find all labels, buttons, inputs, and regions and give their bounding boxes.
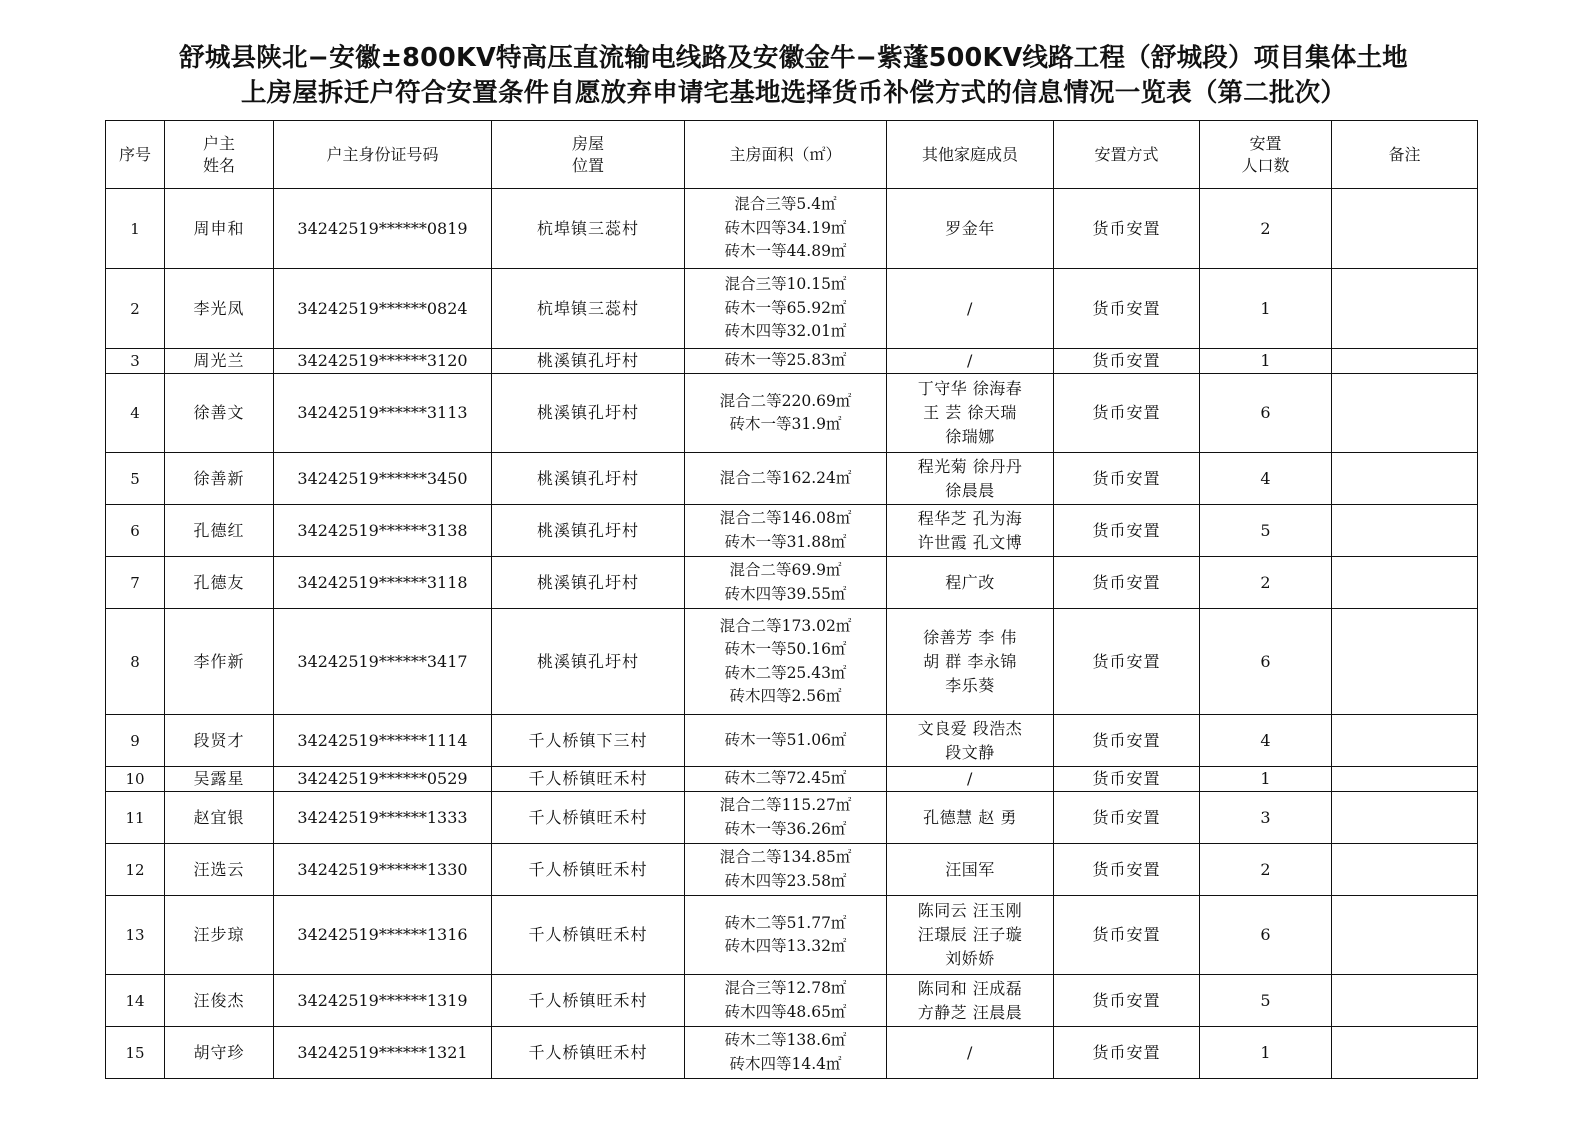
cell-area: 混合二等69.9㎡ 砖木四等39.55㎡ [685,557,887,609]
cell-id-number: 34242519******0819 [274,189,492,269]
cell-location: 杭埠镇三蕊村 [492,269,685,349]
cell-population: 5 [1200,505,1332,557]
cell-area: 混合二等134.85㎡ 砖木四等23.58㎡ [685,844,887,896]
cell-resettlement-mode: 货币安置 [1054,453,1200,505]
cell-family-members: 程华芝 孔为海 许世霞 孔文博 [887,505,1054,557]
cell-population: 1 [1200,349,1332,374]
cell-resettlement-mode: 货币安置 [1054,896,1200,975]
cell-id-number: 34242519******1319 [274,975,492,1027]
cell-resettlement-mode: 货币安置 [1054,767,1200,792]
cell-id-number: 34242519******0824 [274,269,492,349]
cell-location: 千人桥镇旺禾村 [492,1027,685,1079]
cell-family-members: 程光菊 徐丹丹 徐晨晨 [887,453,1054,505]
table-header-row [106,121,1478,189]
cell-seq: 7 [106,557,165,609]
table-row [106,557,1478,609]
cell-family-members: 徐善芳 李 伟 胡 群 李永锦 李乐葵 [887,609,1054,715]
cell-seq: 11 [106,792,165,844]
cell-family-members: 汪国军 [887,844,1054,896]
cell-location: 桃溪镇孔圩村 [492,557,685,609]
cell-remark [1332,715,1478,767]
cell-remark [1332,349,1478,374]
cell-remark [1332,896,1478,975]
cell-area: 混合二等162.24㎡ [685,453,887,505]
cell-location: 千人桥镇旺禾村 [492,975,685,1027]
cell-seq: 6 [106,505,165,557]
cell-population: 3 [1200,792,1332,844]
cell-location: 桃溪镇孔圩村 [492,374,685,453]
cell-population: 4 [1200,715,1332,767]
cell-resettlement-mode: 货币安置 [1054,792,1200,844]
cell-owner-name: 李作新 [165,609,274,715]
cell-remark [1332,374,1478,453]
cell-owner-name: 孔德友 [165,557,274,609]
cell-id-number: 34242519******3417 [274,609,492,715]
cell-family-members: / [887,349,1054,374]
cell-family-members: / [887,767,1054,792]
header-resettlement-mode: 安置方式 [1054,121,1200,189]
cell-area: 混合三等5.4㎡ 砖木四等34.19㎡ 砖木一等44.89㎡ [685,189,887,269]
cell-location: 千人桥镇旺禾村 [492,896,685,975]
header-owner-name: 户主 姓名 [165,121,274,189]
cell-population: 1 [1200,1027,1332,1079]
cell-resettlement-mode: 货币安置 [1054,975,1200,1027]
cell-id-number: 34242519******3138 [274,505,492,557]
table-row [106,896,1478,975]
cell-resettlement-mode: 货币安置 [1054,189,1200,269]
cell-area: 混合二等173.02㎡ 砖木一等50.16㎡ 砖木二等25.43㎡ 砖木四等2.56㎡ [685,609,887,715]
cell-resettlement-mode: 货币安置 [1054,715,1200,767]
cell-area: 混合二等220.69㎡ 砖木一等31.9㎡ [685,374,887,453]
table-row [106,609,1478,715]
cell-seq: 3 [106,349,165,374]
cell-owner-name: 胡守珍 [165,1027,274,1079]
cell-resettlement-mode: 货币安置 [1054,844,1200,896]
cell-id-number: 34242519******3113 [274,374,492,453]
cell-family-members: 陈同和 汪成磊 方静芝 汪晨晨 [887,975,1054,1027]
table-row [106,767,1478,792]
cell-area: 砖木二等72.45㎡ [685,767,887,792]
header-id-number: 户主身份证号码 [274,121,492,189]
table-row [106,792,1478,844]
cell-seq: 2 [106,269,165,349]
header-remark: 备注 [1332,121,1478,189]
document-title-line-2: 上房屋拆迁户符合安置条件自愿放弃申请宅基地选择货币补偿方式的信息情况一览表（第二批次） [240,78,1347,108]
table-row [106,453,1478,505]
cell-location: 千人桥镇下三村 [492,715,685,767]
cell-id-number: 34242519******1316 [274,896,492,975]
cell-owner-name: 汪俊杰 [165,975,274,1027]
cell-remark [1332,505,1478,557]
cell-remark [1332,453,1478,505]
cell-seq: 15 [106,1027,165,1079]
cell-area: 砖木一等51.06㎡ [685,715,887,767]
cell-population: 6 [1200,896,1332,975]
cell-location: 千人桥镇旺禾村 [492,767,685,792]
cell-owner-name: 徐善文 [165,374,274,453]
cell-seq: 4 [106,374,165,453]
cell-location: 千人桥镇旺禾村 [492,792,685,844]
cell-remark [1332,269,1478,349]
cell-seq: 10 [106,767,165,792]
table-row [106,374,1478,453]
cell-seq: 13 [106,896,165,975]
header-area: 主房面积（㎡） [685,121,887,189]
cell-id-number: 34242519******1114 [274,715,492,767]
cell-seq: 9 [106,715,165,767]
cell-area: 砖木一等25.83㎡ [685,349,887,374]
cell-family-members: 陈同云 汪玉刚 汪璟辰 汪子璇 刘娇娇 [887,896,1054,975]
cell-population: 2 [1200,557,1332,609]
cell-owner-name: 孔德红 [165,505,274,557]
header-family-members: 其他家庭成员 [887,121,1054,189]
cell-remark [1332,844,1478,896]
cell-family-members: / [887,269,1054,349]
cell-id-number: 34242519******1321 [274,1027,492,1079]
table-row [106,189,1478,269]
cell-seq: 12 [106,844,165,896]
cell-family-members: 罗金年 [887,189,1054,269]
relocation-table [105,120,1478,1079]
cell-population: 2 [1200,189,1332,269]
cell-remark [1332,1027,1478,1079]
cell-population: 4 [1200,453,1332,505]
cell-owner-name: 周光兰 [165,349,274,374]
cell-owner-name: 段贤才 [165,715,274,767]
cell-remark [1332,557,1478,609]
cell-family-members: / [887,1027,1054,1079]
table-row [106,1027,1478,1079]
table-row [106,975,1478,1027]
cell-id-number: 34242519******1333 [274,792,492,844]
cell-resettlement-mode: 货币安置 [1054,269,1200,349]
cell-area: 砖木二等51.77㎡ 砖木四等13.32㎡ [685,896,887,975]
cell-location: 桃溪镇孔圩村 [492,349,685,374]
header-population: 安置 人口数 [1200,121,1332,189]
table-row [106,505,1478,557]
cell-family-members: 程广改 [887,557,1054,609]
cell-location: 桃溪镇孔圩村 [492,505,685,557]
cell-seq: 1 [106,189,165,269]
cell-resettlement-mode: 货币安置 [1054,374,1200,453]
cell-seq: 14 [106,975,165,1027]
table-row [106,269,1478,349]
table-row [106,715,1478,767]
cell-owner-name: 李光凤 [165,269,274,349]
cell-remark [1332,609,1478,715]
cell-owner-name: 吴露星 [165,767,274,792]
cell-id-number: 34242519******1330 [274,844,492,896]
cell-resettlement-mode: 货币安置 [1054,1027,1200,1079]
cell-area: 混合二等115.27㎡ 砖木一等36.26㎡ [685,792,887,844]
cell-remark [1332,792,1478,844]
cell-id-number: 34242519******0529 [274,767,492,792]
table-row [106,844,1478,896]
cell-owner-name: 周申和 [165,189,274,269]
table-row [106,349,1478,374]
cell-resettlement-mode: 货币安置 [1054,557,1200,609]
cell-seq: 5 [106,453,165,505]
cell-area: 混合二等146.08㎡ 砖木一等31.88㎡ [685,505,887,557]
cell-owner-name: 徐善新 [165,453,274,505]
cell-population: 1 [1200,767,1332,792]
header-location: 房屋 位置 [492,121,685,189]
header-seq: 序号 [106,121,165,189]
cell-family-members: 文良爱 段浩杰 段文静 [887,715,1054,767]
cell-resettlement-mode: 货币安置 [1054,609,1200,715]
cell-location: 桃溪镇孔圩村 [492,453,685,505]
cell-area: 砖木二等138.6㎡ 砖木四等14.4㎡ [685,1027,887,1079]
cell-family-members: 丁守华 徐海春 王 芸 徐天瑞 徐瑞娜 [887,374,1054,453]
cell-population: 6 [1200,609,1332,715]
cell-family-members: 孔德慧 赵 勇 [887,792,1054,844]
cell-remark [1332,767,1478,792]
cell-population: 6 [1200,374,1332,453]
cell-remark [1332,189,1478,269]
cell-resettlement-mode: 货币安置 [1054,505,1200,557]
document-title-line-1: 舒城县陕北−安徽±800KV特高压直流输电线路及安徽金牛−紫蓬500KV线路工程（舒城段）项目集体土地 [179,43,1408,73]
cell-location: 千人桥镇旺禾村 [492,844,685,896]
cell-population: 2 [1200,844,1332,896]
cell-population: 5 [1200,975,1332,1027]
cell-location: 桃溪镇孔圩村 [492,609,685,715]
cell-owner-name: 赵宜银 [165,792,274,844]
cell-id-number: 34242519******3120 [274,349,492,374]
cell-seq: 8 [106,609,165,715]
cell-owner-name: 汪选云 [165,844,274,896]
cell-id-number: 34242519******3450 [274,453,492,505]
cell-area: 混合三等10.15㎡ 砖木一等65.92㎡ 砖木四等32.01㎡ [685,269,887,349]
cell-population: 1 [1200,269,1332,349]
cell-location: 杭埠镇三蕊村 [492,189,685,269]
cell-resettlement-mode: 货币安置 [1054,349,1200,374]
cell-id-number: 34242519******3118 [274,557,492,609]
cell-owner-name: 汪步琼 [165,896,274,975]
cell-remark [1332,975,1478,1027]
cell-area: 混合三等12.78㎡ 砖木四等48.65㎡ [685,975,887,1027]
